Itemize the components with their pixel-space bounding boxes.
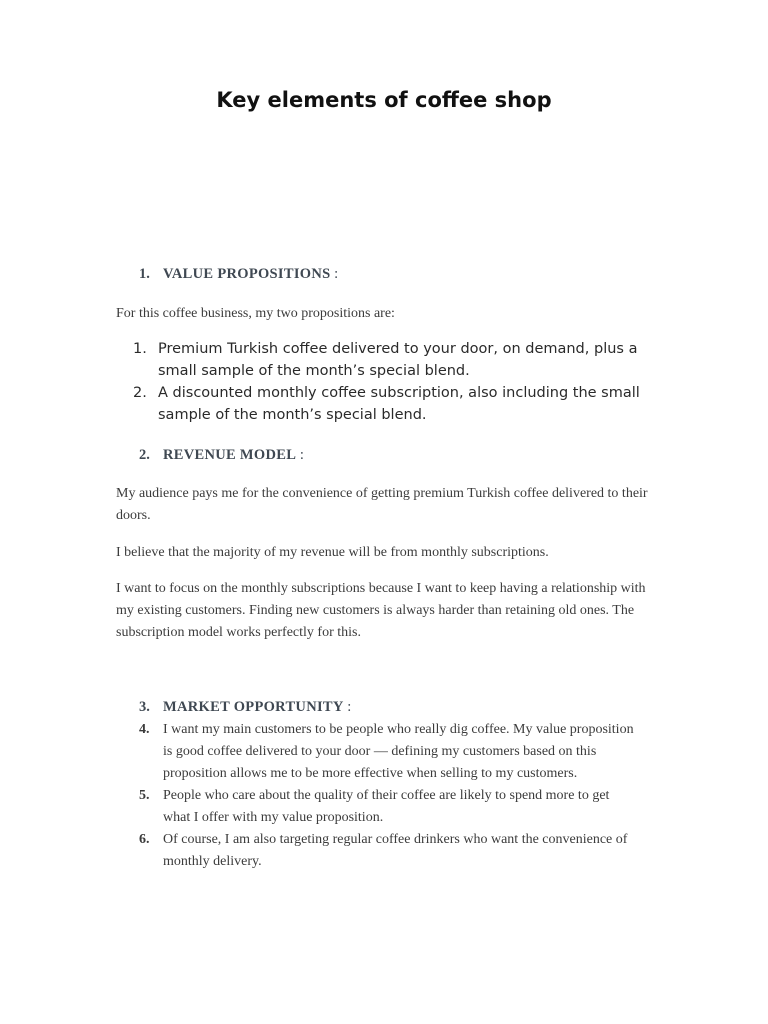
list-item-number: 1. — [133, 341, 147, 357]
section-number: 3. — [139, 699, 150, 715]
paragraph: I want to focus on the monthly subscriptions because I want to keep having a relationship with my existing customers. Finding new customers is always harder than retaining old ones. The subscription model works perfectly for this. — [116, 581, 646, 640]
list-item-number: 6. — [139, 832, 150, 847]
section-number: 1. — [139, 266, 150, 282]
paragraph: For this coffee business, my two propositions are: — [116, 306, 395, 321]
section-number: 2. — [139, 447, 150, 463]
section-heading-suffix: : — [330, 266, 339, 282]
market-opportunity-list — [139, 719, 639, 873]
section-heading-text: REVENUE MODEL — [163, 447, 297, 463]
section-heading-suffix: : — [343, 699, 352, 715]
list-item-text: I want my main customers to be people who really dig coffee. My value proposition is good coffee delivered to your door — defining my customers based on this proposition allows me to be more effective when selling to my customers. — [163, 722, 634, 781]
list-item — [139, 719, 639, 785]
paragraph: My audience pays me for the convenience of getting premium Turkish coffee delivered to their doors. — [116, 486, 648, 523]
list-item-number: 2. — [133, 385, 147, 401]
list-item-text: Of course, I am also targeting regular coffee drinkers who want the convenience of monthly delivery. — [163, 832, 628, 869]
list-item-number: 4. — [139, 722, 150, 737]
propositions-list — [133, 338, 653, 426]
section-heading-text: MARKET OPPORTUNITY — [163, 699, 344, 715]
list-item-number: 5. — [139, 788, 150, 803]
document-title: Key elements of coffee shop — [216, 88, 552, 112]
section-heading-suffix: : — [296, 447, 304, 463]
list-item — [133, 338, 653, 382]
section-heading-text: VALUE PROPOSITIONS — [163, 266, 331, 282]
paragraph: I believe that the majority of my revenue will be from monthly subscriptions. — [116, 545, 549, 560]
list-item-text: A discounted monthly coffee subscription, also including the small sample of the month’s special blend. — [158, 385, 640, 423]
list-item — [139, 785, 639, 829]
list-item-text: Premium Turkish coffee delivered to your door, on demand, plus a small sample of the month’s special blend. — [158, 341, 638, 379]
list-item — [133, 382, 653, 426]
list-item — [139, 829, 639, 873]
list-item-text: People who care about the quality of their coffee are likely to spend more to get what I offer with my value proposition. — [163, 788, 610, 825]
